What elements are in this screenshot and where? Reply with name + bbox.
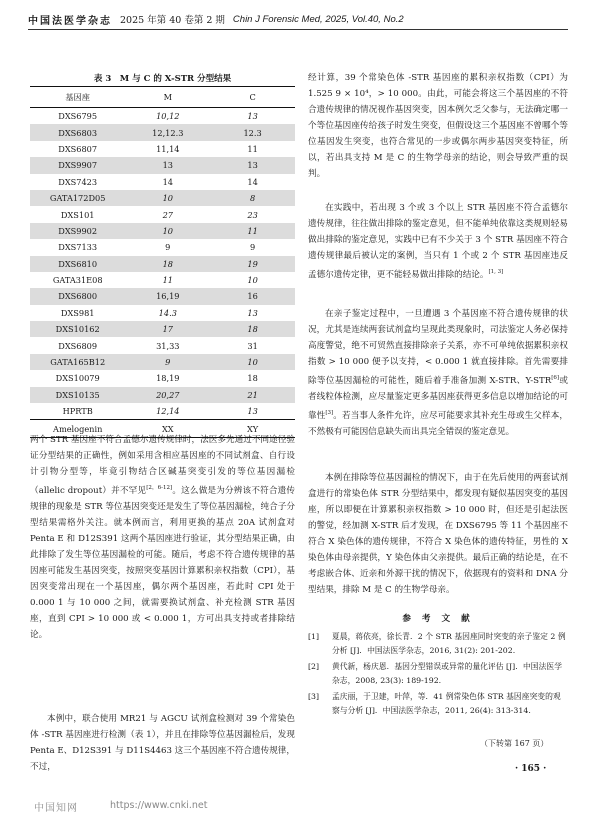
m-cell: 18,19 <box>156 373 180 384</box>
table-row <box>30 321 295 337</box>
c-cell: 21 <box>210 387 295 403</box>
col-locus: 基因座 <box>30 87 125 108</box>
locus-cell: GATA172D05 <box>30 190 125 206</box>
table-row <box>30 403 295 420</box>
str-table <box>30 86 295 438</box>
table-row <box>30 387 295 403</box>
citation: [1, 3] <box>488 269 504 275</box>
right-paragraph-4: 本例在排除等位基因漏检的情况下，由于在先后使用的两套试剂盒进行的常染色体 STR 分型结果中，都发现有疑似基因突变的基因座，所以即便在计算累积亲权指数 > 10 000 时，但还是引起法医的警觉，经加测 X-STR 后才发现，在 DXS6795 等 11 个基因座不符合 X 染色体的遗传规律，不符合 X 染色体的遗传特征，男性的 X 染色体由母亲提供，Y 染色体由父亲提供。最后正确的结论是，在不考虑嵌合体、近亲和外源干扰的情况下，依据现有的资料和 DNA 分型结果，排除 M 是 C 的生物学母亲。 <box>308 473 568 595</box>
col-c: C <box>210 87 295 108</box>
left-text-1a: 两个 STR 基因座不符合孟德尔遗传规律时，法医多先通过不同途径验证分型结果的正确性，例如采用含相应基因座的不同试剂盒、自行设计引物分型等，毕竟引物结合区碱基突变引发的等位基因漏检（allelic dropout）并不罕见 <box>30 435 295 496</box>
reference-text: 夏晨，蒋依亮，徐长青．2 个 STR 基因座同时突变的亲子鉴定 2 例分析 [J]．中国法医学杂志，2016, 31(2): 201-202. <box>332 632 566 655</box>
watermark-cnki: 中国知网 <box>34 803 78 814</box>
table-row <box>30 223 295 239</box>
m-cell: 11 <box>162 275 173 286</box>
m-cell: 12,12.3 <box>125 124 210 140</box>
m-cell: 14.3 <box>158 307 177 318</box>
m-cell: 16,19 <box>125 288 210 304</box>
table-row <box>30 305 295 321</box>
m-cell: 13 <box>125 157 210 173</box>
c-cell: 19 <box>210 256 295 272</box>
locus-cell: GATA31E08 <box>52 275 103 286</box>
c-cell: 8 <box>210 190 295 206</box>
c-cell: 31 <box>247 340 258 351</box>
m-cell: 20,27 <box>125 387 210 403</box>
m-cell: 18 <box>125 256 210 272</box>
locus-cell: DXS981 <box>60 307 95 318</box>
reference-text: 黄代新，杨庆恩．基因分型错误或异常的量化评估 [J]．中国法医学杂志，2008, 23(3): 189-192. <box>332 662 562 685</box>
table-row <box>30 141 295 157</box>
amelogenin-m-cell: XX <box>125 420 210 437</box>
reference-text: 孟庆丽，于卫建，叶萍，等．41 例常染色体 STR 基因座突变的观察与分析 [J]．中国法医学杂志，2011, 26(4): 313-314. <box>332 692 561 715</box>
citation: [6] <box>551 375 560 381</box>
table-row <box>30 108 295 125</box>
c-cell: 11 <box>210 223 295 239</box>
locus-cell: DXS10079 <box>55 373 100 384</box>
journal-name-en: Chin J Forensic Med, 2025, Vol.40, No.2 <box>232 13 404 25</box>
table-row <box>30 190 295 206</box>
left-text-1b: 。这么做是为分辨该不符合遗传规律的现象是 STR 等位基因突变还是发生了等位基因漏检，纯合子分型结果需格外关注。就本例而言，利用更换的基点 20A 试剂盒对 Penta E 和 D12S391 这两个基因座进行验证，其分型结果正确，由此排除了发生等位基因漏检的可能。随后，考虑不符合遗传规律的基因座可能发生基因突变，按照突变基因计算累积亲权指数（CPI），基因突变常出现在一个基因座，偶尔两个基因座，若此时 CPI 处于 0.000 1 与 10 000 之间，就需要换试剂盒、补充检测 STR 基因座，直到 CPI > 10 000 或 < 0.000 1，方可出具支持或者排除结论。 <box>30 485 295 640</box>
reference-number: [3] <box>308 692 320 701</box>
c-cell: 11 <box>247 143 258 154</box>
table-row <box>30 272 295 288</box>
m-cell: 12,14 <box>156 406 180 417</box>
locus-cell: DXS9907 <box>30 157 125 173</box>
locus-cell: DXS10162 <box>30 321 125 337</box>
table-row <box>30 239 295 255</box>
right-text-3b: 或者线粒体检测，应尽量鉴定更多基因座获得更多信息以增加结论的可靠性 <box>308 375 568 421</box>
right-text-3c: 。若当事人条件允许，应尽可能要求其补充生母或生父样本，不然极有可能因信息缺失而出具完全错误的鉴定意见。 <box>308 410 568 437</box>
table-row <box>30 337 295 353</box>
right-paragraph-2 <box>308 200 568 283</box>
c-cell: 13 <box>210 157 295 173</box>
reference-number: [1] <box>308 632 320 641</box>
c-cell: 13 <box>247 307 258 318</box>
locus-cell: GATA165B12 <box>30 354 125 370</box>
amelogenin-locus-cell: Amelogenin <box>30 420 125 437</box>
c-cell: 18 <box>247 373 258 384</box>
m-cell: 31,33 <box>156 340 180 351</box>
issue-info: 2025 年第 40 卷第 2 期 <box>120 15 225 26</box>
left-paragraph-1 <box>30 432 295 643</box>
table-row <box>30 174 295 190</box>
m-cell: 27 <box>162 209 173 220</box>
m-cell: 9 <box>125 354 210 370</box>
right-paragraph-1: 经计算，39 个常染色体 -STR 基因座的累积亲权指数（CPI）为 1.525 9 × 10⁴，> 10 000。由此，可能会将这三个基因座的不符合遗传规律的情况视作基因突变，因本例欠乏父参与，无法确定哪一个等位基因座传给孩子时发生突变，但假设这三个基因座不曾哪个等位基因发生突变，也符合常见的一步或偶尔两步基因突变特征，所以，若出具支持 M 是 C 的生物学母亲的结论，则会导致严重的误判。 <box>308 73 568 179</box>
locus-cell: DXS10135 <box>30 387 125 403</box>
locus-cell: DXS7423 <box>58 176 98 187</box>
m-cell: 9 <box>165 242 171 253</box>
locus-cell: DXS6807 <box>58 143 98 154</box>
locus-cell: HPRTB <box>62 406 93 417</box>
table-row <box>30 288 295 304</box>
c-cell: 12.3 <box>210 124 295 140</box>
table-row <box>30 124 295 140</box>
locus-cell: DXS7133 <box>58 242 98 253</box>
journal-name-cn: 中国法医学杂志 <box>28 15 112 27</box>
right-text-3a: 在亲子鉴定过程中，一旦遭遇 3 个基因座不符合遗传规律的状况，尤其是连续两套试剂盒均呈现此类现象时，司法鉴定人务必保持高度警觉，绝不可贸然直接排除亲子关系，亦不可单纯依据累积亲权指数 > 10 000 便予以支持，< 0.000 1 就直接排除。首先需要排除等位基因漏检的可能性，随后着手准备加测 X-STR、Y-STR <box>308 309 568 386</box>
table-header-row <box>30 87 295 108</box>
references-title: 参 考 文 献 <box>402 614 474 624</box>
m-cell: 17 <box>125 321 210 337</box>
citation: [3] <box>325 409 334 416</box>
reference-item <box>308 630 568 658</box>
reference-item <box>308 660 568 688</box>
locus-cell: DXS6803 <box>30 124 125 140</box>
running-header <box>28 10 568 28</box>
table-row <box>30 256 295 272</box>
table-row <box>30 157 295 173</box>
c-cell: 13 <box>247 111 258 122</box>
amelogenin-c-cell: XY <box>210 420 295 437</box>
c-cell: 18 <box>210 321 295 337</box>
locus-cell: DXS6810 <box>30 256 125 272</box>
c-cell: 10 <box>210 354 295 370</box>
m-cell: 11,14 <box>156 143 180 154</box>
locus-cell: DXS9902 <box>30 223 125 239</box>
c-cell: 13 <box>247 406 258 417</box>
reference-item <box>308 690 568 718</box>
table-row <box>30 354 295 370</box>
c-cell: 14 <box>247 176 258 187</box>
m-cell: 10 <box>125 190 210 206</box>
table-row <box>30 206 295 222</box>
locus-cell: DXS101 <box>60 209 95 220</box>
page-number: · 165 · <box>515 764 547 774</box>
locus-cell: DXS6809 <box>58 340 98 351</box>
reference-number: [2] <box>308 662 320 671</box>
header-rule <box>28 29 568 30</box>
right-paragraph-3 <box>308 306 568 440</box>
left-paragraph-2: 本例中，联合使用 MR21 与 AGCU 试剂盒检测对 39 个常染色体 -STR 基因座进行检测（表 1），并且在排除等位基因漏检后，发现 Penta E、D12S391 与 D11S4463 这三个基因座不符合遗传规律，不过， <box>30 714 295 772</box>
continued-note: （下转第 167 页） <box>480 739 549 748</box>
col-m: M <box>125 87 210 108</box>
right-text-2: 在实践中，若出现 3 个或 3 个以上 STR 基因座不符合孟德尔遗传规律，往往做出排除的鉴定意见，但不能单纯依靠这类规则轻易做出排除的鉴定意见，实践中已有不少关于 3 个 STR 基因座不符合遗传规律最后被认定的案例，当只有 1 个或 2 个 STR 基因座违反孟德尔遗传定律，更不能轻易做出排除的结论。 <box>308 203 568 280</box>
c-cell: 9 <box>249 242 256 253</box>
c-cell: 23 <box>247 209 258 220</box>
watermark-url: https://www.cnki.net <box>110 800 208 811</box>
m-cell: 10 <box>125 223 210 239</box>
table-row <box>30 370 295 386</box>
c-cell: 10 <box>247 275 258 286</box>
m-cell: 10,12 <box>156 111 180 122</box>
citation: [2，6-12] <box>146 485 173 491</box>
c-cell: 16 <box>210 288 295 304</box>
locus-cell: DXS6795 <box>58 111 98 122</box>
table-caption: 表 3 M 与 C 的 X-STR 分型结果 <box>93 74 232 84</box>
locus-cell: DXS6800 <box>30 288 125 304</box>
m-cell: 14 <box>162 176 173 187</box>
